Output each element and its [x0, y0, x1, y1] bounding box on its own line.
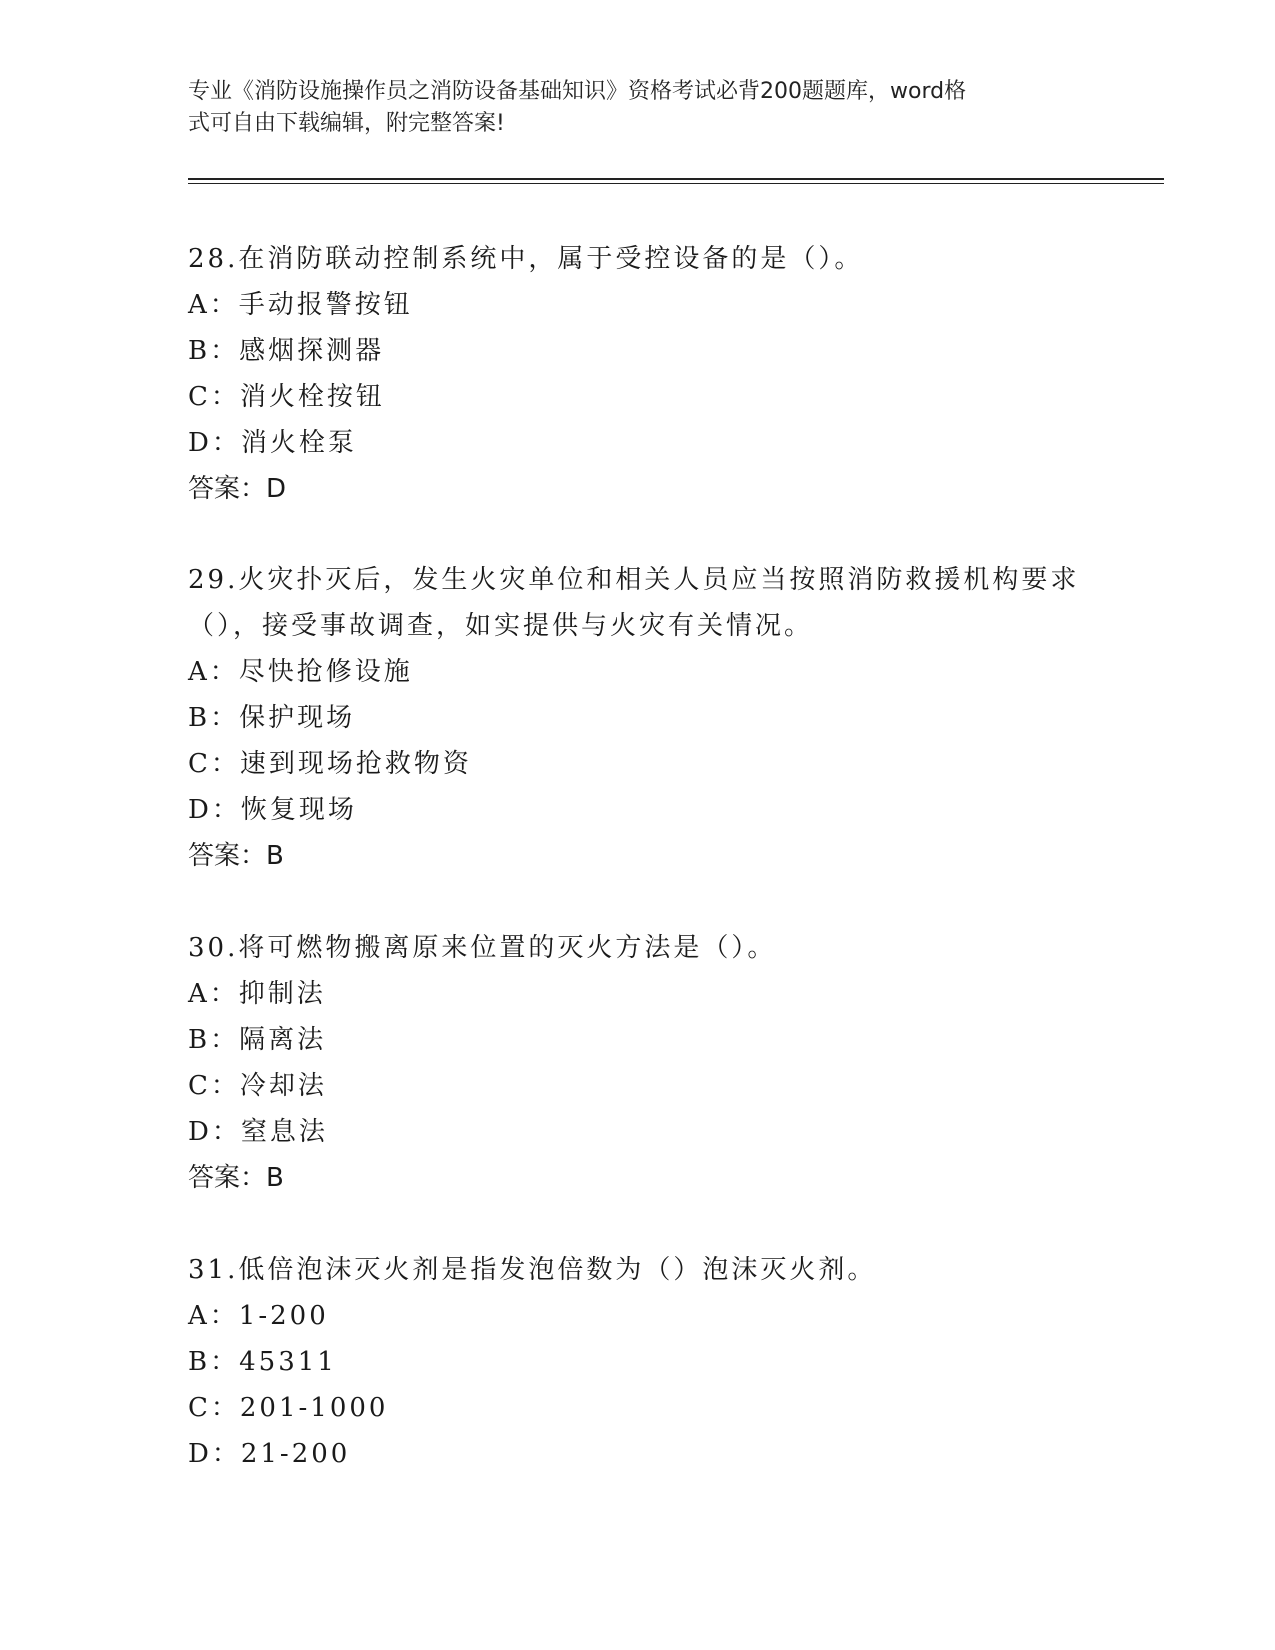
question-28: [188, 236, 1088, 512]
question-30: [188, 925, 1088, 1201]
document-header: [188, 76, 1068, 140]
header-line-1: 专业《消防设施操作员之消防设备基础知识》资格考试必背200题题库，word格: [188, 79, 967, 104]
header-divider-thick: [188, 178, 1164, 180]
option-c: C：速到现场抢救物资: [188, 749, 472, 779]
option-c: C：201-1000: [188, 1393, 389, 1423]
option-b: B：45311: [188, 1347, 337, 1377]
option-d: D：恢复现场: [188, 795, 357, 825]
question-stem: 28.在消防联动控制系统中，属于受控设备的是（）。: [188, 244, 864, 274]
option-b: B：感烟探测器: [188, 336, 385, 366]
option-d: D：21-200: [188, 1439, 351, 1469]
answer-line: 答案：D: [188, 474, 287, 504]
option-d: D：消火栓泵: [188, 428, 357, 458]
option-b: B：隔离法: [188, 1025, 327, 1055]
header-line-2: 式可自由下载编辑，附完整答案!: [188, 111, 505, 136]
option-a: A：尽快抢修设施: [188, 657, 413, 687]
answer-line: 答案：B: [188, 1163, 284, 1193]
option-a: A：抑制法: [188, 979, 326, 1009]
option-b: B：保护现场: [188, 703, 356, 733]
option-a: A：手动报警按钮: [188, 290, 413, 320]
question-stem: 31.低倍泡沫灭火剂是指发泡倍数为（）泡沫灭火剂。: [188, 1255, 877, 1285]
option-d: D：窒息法: [188, 1117, 328, 1147]
question-29: [188, 557, 1088, 879]
option-a: A：1-200: [188, 1301, 329, 1331]
answer-line: 答案：B: [188, 841, 284, 871]
option-c: C：冷却法: [188, 1071, 327, 1101]
question-stem: 29.火灾扑灭后，发生火灾单位和相关人员应当按照消防救援机构要求（），接受事故调查，如实提供与火灾有关情况。: [188, 565, 1080, 641]
header-divider-thin: [188, 183, 1164, 184]
question-stem: 30.将可燃物搬离原来位置的灭火方法是（）。: [188, 933, 777, 963]
question-31: [188, 1247, 1088, 1477]
option-c: C：消火栓按钮: [188, 382, 385, 412]
